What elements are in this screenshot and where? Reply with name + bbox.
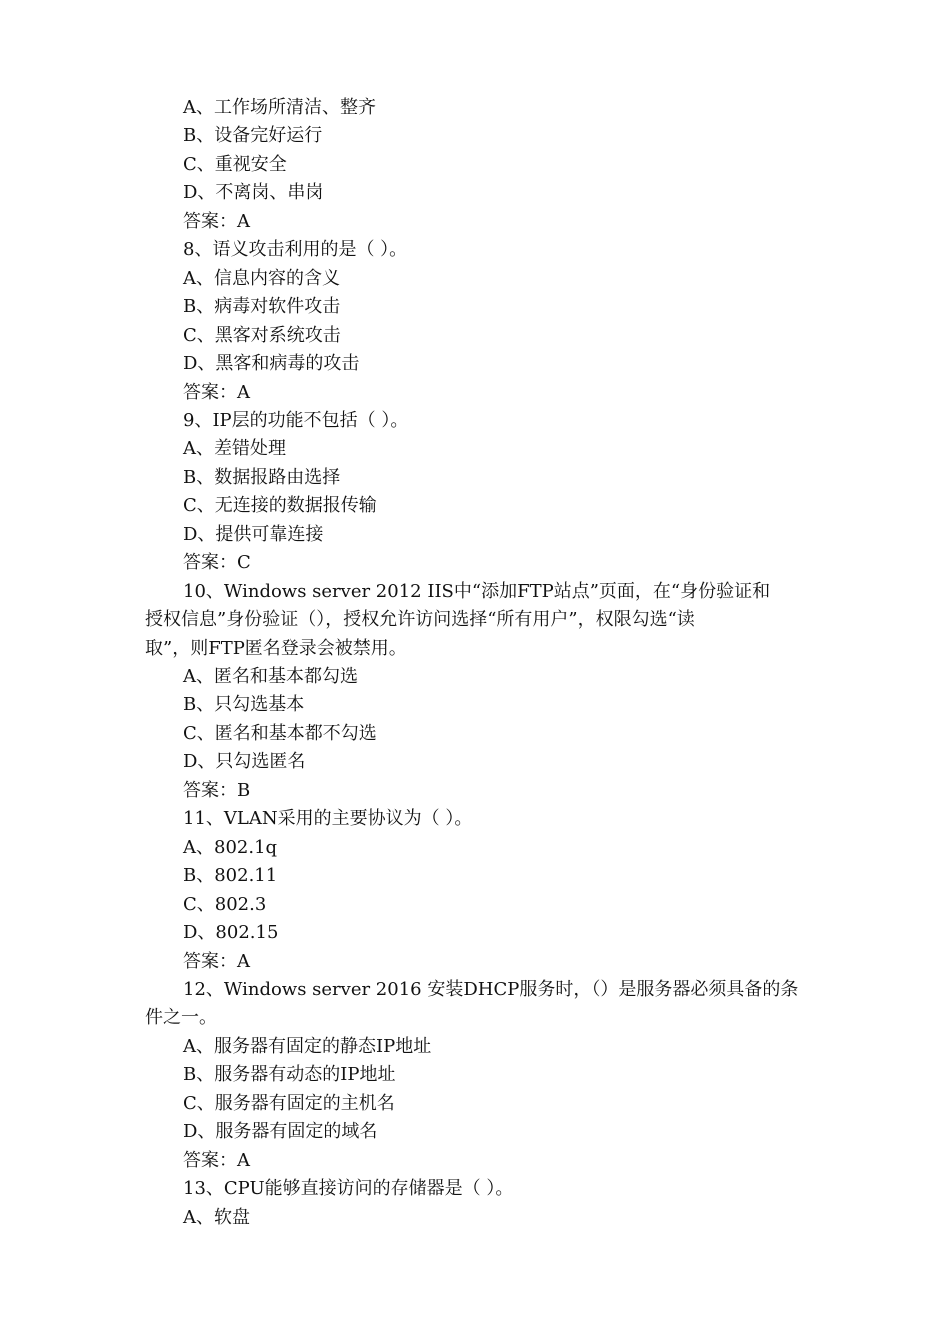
text-line: 12、Windows server 2016 安装DHCP服务时，（）是服务器必须具备的条 [183,978,799,1000]
text-line: B、设备完好运行 [183,125,323,147]
text-line: B、数据报路由选择 [183,466,341,488]
text-line: B、服务器有动态的IP地址 [183,1064,396,1086]
text-line: C、服务器有固定的主机名 [183,1092,395,1114]
text-line: B、只勾选基本 [183,694,305,716]
text-line: 答案：A [183,381,250,403]
text-line: D、只勾选匿名 [183,751,306,773]
text-line: 答案：C [183,552,251,574]
text-line: 答案：B [183,779,251,801]
text-line: C、黑客对系统攻击 [183,324,341,346]
text-line: B、病毒对软件攻击 [183,296,341,318]
text-line: 13、CPU能够直接访问的存储器是（ ）。 [183,1178,514,1200]
text-line: 授权信息”身份验证（），授权允许访问选择“所有用户”，权限勾选“读 [145,609,695,631]
text-line: A、工作场所清洁、整齐 [183,97,376,118]
text-line: 8、语义攻击利用的是（ ）。 [183,239,408,261]
text-line: A、软盘 [183,1206,250,1228]
text-line: 9、IP层的功能不包括（ ）。 [183,409,409,431]
text-line: A、服务器有固定的静态IP地址 [183,1035,432,1057]
text-line: D、黑客和病毒的攻击 [183,353,360,375]
text-line: A、差错处理 [183,438,286,460]
text-line: A、802.1q [183,836,278,858]
text-line: 取”，则FTP匿名登录会被禁用。 [145,637,407,659]
text-line: D、不离岗、串岗 [183,182,324,204]
text-line: A、信息内容的含义 [183,267,340,289]
text-line: D、提供可靠连接 [183,523,324,545]
text-line: C、重视安全 [183,153,287,175]
text-line: A、匿名和基本都勾选 [183,666,358,687]
text-line: 件之一。 [145,1007,217,1029]
text-line: 10、Windows server 2012 IIS中“添加FTP站点”页面，在“身份验证和 [183,580,771,602]
text-line: C、匿名和基本都不勾选 [183,722,377,744]
text-line: 答案：A [183,1149,250,1171]
text-line: C、无连接的数据报传输 [183,495,377,517]
text-line: 答案：A [183,950,250,972]
text-line: D、802.15 [183,922,279,944]
text-line: 答案：A [183,210,250,232]
text-line: D、服务器有固定的域名 [183,1121,378,1143]
text-line: 11、VLAN采用的主要协议为（ ）。 [183,808,473,830]
text-line: B、802.11 [183,865,278,887]
text-line: C、802.3 [183,893,267,915]
